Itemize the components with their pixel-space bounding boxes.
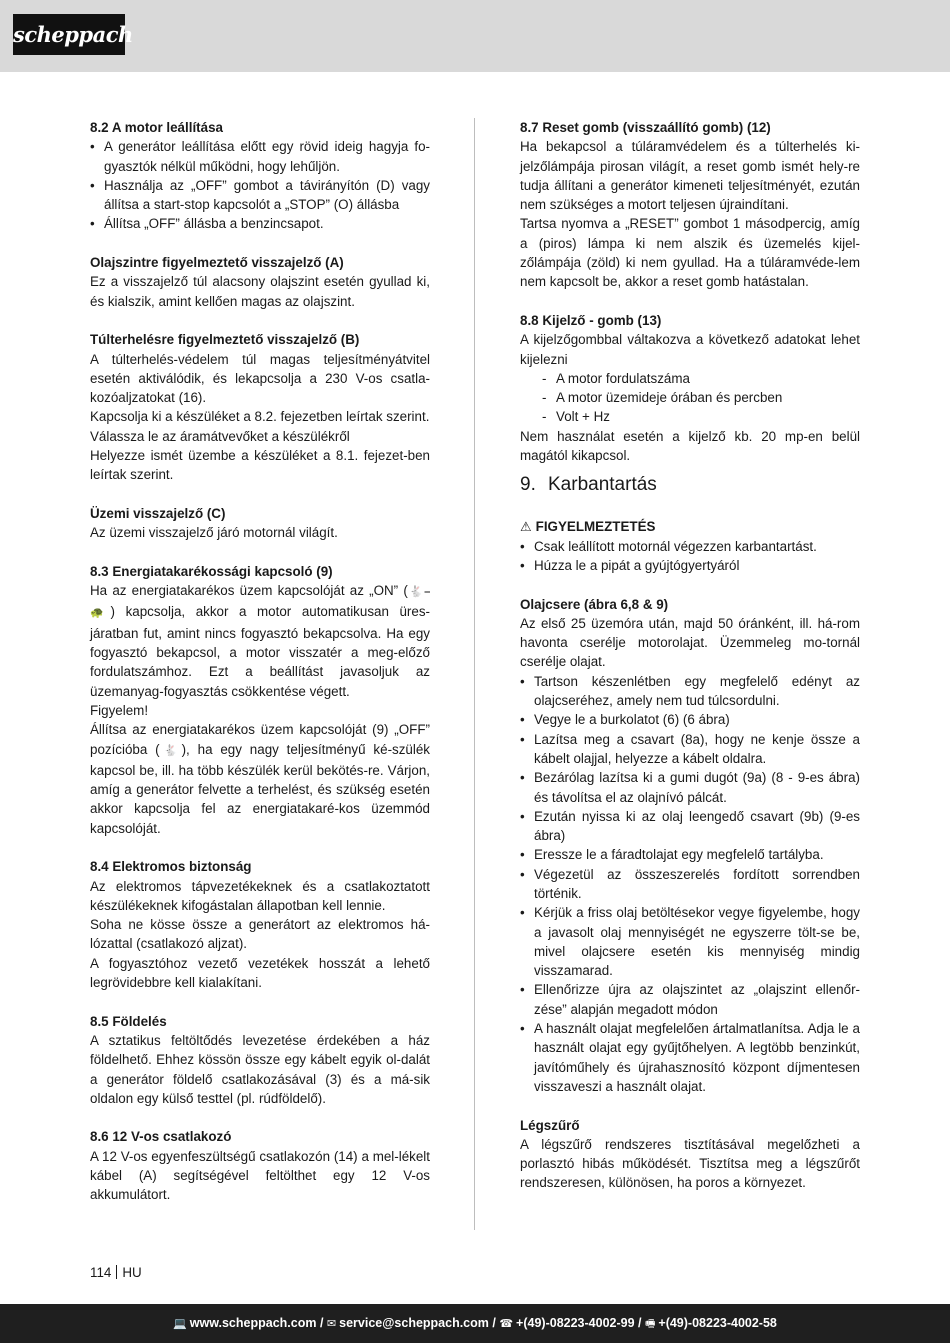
list-item: • Használja az „OFF” gombot a távirányítón (D) vagy állítsa a start-stop kapcsolót a „STOP” (O) állásba	[90, 176, 430, 215]
list-item: • Kérjük a friss olaj betöltésekor vegye figyelembe, hogy a javasolt olaj mennyiségét ne egyszerre tölt-se be, mivel olajcsere esetén kis mennyiség mindig visszamarad.	[520, 903, 860, 980]
left-column	[90, 118, 430, 1205]
right-column	[520, 118, 860, 1193]
paragraph: Az üzemi visszajelző járó motornál világít.	[90, 525, 338, 541]
page-number	[90, 1265, 142, 1281]
page-language: HU	[122, 1265, 142, 1280]
list-item: • Vegye le a burkolatot (6) (6 ábra)	[520, 710, 860, 729]
list-item: - Volt + Hz	[542, 407, 860, 426]
eco-mode-on-icon: 🐇⎯🐢	[90, 586, 430, 620]
bullet-list	[520, 672, 860, 1097]
section-heading: 8.7 Reset gomb (visszaállító gomb) (12)	[520, 120, 771, 135]
list-item: • A használt olajat megfelelően ártalmatlanítsa. Adja le a használt olajat egy gyűjtőhelyen. A legtöbb benzinkút, javítóműhely és újrahasznosító központ díjmentesen visszaveszi a használt olajat.	[520, 1019, 860, 1096]
footer-email[interactable]: service@scheppach.com	[339, 1316, 489, 1330]
paragraph: Válassza le az áramátvevőket a készülékről	[90, 428, 350, 444]
paragraph: A sztatikus feltöltődés levezetése érdekében a ház földelhető. Ehhez kössön össze egy kábelt egyik ol-dalát a generátor földelő csatlakozásával (3) és a má-sik oldalon egy külső testtel (pl. rúdföldelő).	[90, 1032, 430, 1106]
footer-fax: +(49)-08223-4002-58	[658, 1316, 777, 1330]
chapter-heading	[520, 473, 860, 497]
paragraph: Kapcsolja ki a készüléket a 8.2. fejezetben leírtak szerint.	[90, 409, 430, 425]
footer-separator: /	[638, 1316, 642, 1330]
paragraph: Ha bekapcsol a túláramvédelem és a túlterhelés ki-jelzőlámpája pirosan világít, a reset gomb ismét hely-re tudja állítani a generátor kimeneti teljesítményét, ezután nem szükséges a motort teljesen újraindítani.	[520, 139, 860, 213]
page-footer	[0, 1304, 950, 1343]
list-item: • Ezután nyissa ki az olaj leengedő csavart (9b) (9-es ábra)	[520, 807, 860, 846]
page-header	[0, 0, 950, 72]
section-heading: 8.2 A motor leállítása	[90, 120, 223, 135]
list-item: • Bezárólag lazítsa ki a gumi dugót (9a) (8 - 9-es ábra) és távolítsa el az olajnívó pálcát.	[520, 768, 860, 807]
paragraph: A fogyasztóhoz vezető vezetékek hosszát a lehető legrövidebbre kell kialakítani.	[90, 955, 430, 991]
section-heading: Üzemi visszajelző (C)	[90, 505, 226, 521]
chapter-number: 9.	[520, 474, 536, 496]
paragraph: Ez a visszajelző túl alacsony olajszint esetén gyullad ki, és kialszik, amint kellően magas az olajszint.	[90, 274, 430, 309]
chapter-title: Karbantartás	[548, 474, 657, 496]
text-run: Állítsa az energiatakarékos üzem kapcsolóját (9) „OFF” pozícióba (	[90, 722, 430, 757]
section-heading: Túlterhelésre figyelmeztető visszajelző (B)	[90, 332, 360, 348]
mail-icon: ✉	[326, 1318, 337, 1330]
paragraph: Tartsa nyomva a „RESET” gombot 1 másodpercig, amíg a (piros) lámpa ki nem alszik és üzemelés kijel-zőlámpája (zöld) ki nem gyullad. Ha a túláramvéde-lem nem kapcsolt be, akkor a reset gomb hatástalan.	[520, 216, 860, 290]
list-item: • Lazítsa meg a csavart (8a), hogy ne kenje össze a kábelt olajjal, helyezze a kábelt oldalra.	[520, 730, 860, 769]
fax-icon: 🖷	[645, 1318, 656, 1330]
list-item: • A generátor leállítása előtt egy rövid ideig hagyja fo-gyasztók nélkül működni, hogy lehűljön.	[90, 137, 430, 176]
list-item: • Csak leállított motornál végezzen karbantartást.	[520, 537, 860, 556]
section-heading: 8.3 Energiatakarékossági kapcsoló (9)	[90, 563, 333, 579]
phone-icon: ☎	[499, 1318, 514, 1330]
bullet-list	[90, 137, 430, 233]
section-heading: Olajcsere (ábra 6,8 & 9)	[520, 596, 669, 612]
paragraph	[90, 720, 430, 838]
warning-title: FIGYELMEZTETÉS	[535, 519, 656, 535]
footer-website[interactable]: www.scheppach.com	[189, 1316, 317, 1330]
text-run: ), ha egy nagy teljesítményű ké-szülék kapcsol be, ill. ha több készülék kerül bekötés-re. Várjon, amíg a generátor felvette a terhelést, és szükség esetén akkor kapcsolja fel az energiatakaré-kos üzemmód kapcsolóját.	[90, 741, 430, 836]
page-number-separator	[116, 1265, 117, 1279]
section-heading: 8.4 Elektromos biztonság	[90, 859, 252, 875]
list-item: - A motor fordulatszáma	[542, 369, 860, 388]
list-item: • Végezetül az összeszerelés fordított sorrendben történik.	[520, 865, 860, 904]
paragraph	[90, 581, 430, 701]
bullet-list	[520, 537, 860, 576]
paragraph: Az első 25 üzemóra után, majd 50 óránként, ill. há-rom havonta cserélje motorolajat. Üzemmeleg mo-tornál cserélje olajat.	[520, 615, 860, 670]
footer-separator: /	[492, 1316, 496, 1330]
column-divider	[474, 118, 475, 1230]
paragraph: Soha ne kösse össze a generátort az elektromos há-lózattal (csatlakozó aljzat).	[90, 917, 430, 952]
dash-list	[520, 369, 860, 427]
paragraph: A 12 V-os egyenfeszültségű csatlakozón (14) a mel-lékelt kábel (A) segítségével feltölthet egy 12 V-os akkumulátort.	[90, 1148, 430, 1203]
footer-separator: /	[319, 1316, 324, 1330]
paragraph: A légszűrő rendszeres tisztításával megelőzheti a porlasztó hibás működését. Tisztítsa meg a légszűrőt rendszeresen, különösen, ha poros a környezet.	[520, 1136, 860, 1191]
scheppach-logo: scheppach	[13, 14, 125, 55]
text-run: Ha az energiatakarékos üzem kapcsolóját az „ON” (	[90, 583, 408, 599]
section-heading: 8.5 Földelés	[90, 1013, 167, 1029]
paragraph: Az elektromos tápvezetékeknek és a csatlakoztatott készülékeknek kifogástalan állapotban kell lennie.	[90, 878, 430, 913]
section-heading: Légszűrő	[520, 1117, 580, 1133]
warning-heading	[520, 517, 860, 536]
paragraph: Figyelem!	[90, 702, 149, 718]
page-number-value: 114	[90, 1265, 112, 1280]
paragraph: A kijelzőgombbal váltakozva a következő adatokat lehet kijelezni	[520, 332, 860, 367]
section-heading: Olajszintre figyelmeztető visszajelző (A)	[90, 255, 344, 271]
list-item: • Eressze le a fáradtolajat egy megfelelő tartályba.	[520, 845, 860, 864]
paragraph: A túlterhelés-védelem túl magas teljesítményátvitel esetén aktiválódik, és lekapcsolja a 230 V-os csatla-kozóaljzatokat (16).	[90, 351, 430, 406]
list-item: • Húzza le a pipát a gyújtógyertyáról	[520, 556, 860, 575]
list-item: • Tartson készenlétben egy megfelelő edényt az olajcseréhez, amely nem tud túlcsordulni.	[520, 672, 860, 711]
list-item: • Állítsa „OFF” állásba a benzincsapot.	[90, 214, 430, 233]
computer-icon: 💻	[173, 1318, 187, 1330]
paragraph: Nem használat esetén a kijelző kb. 20 mp-en belül magától kikapcsol.	[520, 428, 860, 464]
list-item: • Ellenőrizze újra az olajszintet az „olajszint ellenőr-zése” alapján megadott módon	[520, 980, 860, 1019]
eco-mode-off-icon: 🐇	[159, 744, 182, 757]
text-run: ) kapcsolja, akkor a motor automatikusan üres-járatban fut, amint nincs fogyasztó bekapcsolva. Ha egy fogyasztó bekapcsol, a motor visszatér a meg-előző fordulatszámhoz. Ezt a beállítást javasoljuk az üzemanyag-fogyasztás csökkentése végett.	[90, 604, 430, 699]
list-item: - A motor üzemideje órában és percben	[542, 388, 860, 407]
warning-triangle-icon: ⚠	[520, 519, 532, 535]
section-heading: 8.6 12 V-os csatlakozó	[90, 1129, 232, 1145]
paragraph: Helyezze ismét üzembe a készüléket a 8.1. fejezet-ben leírtak szerint.	[90, 448, 430, 483]
footer-phone: +(49)-08223-4002-99	[516, 1316, 635, 1330]
section-heading: 8.8 Kijelző - gomb (13)	[520, 312, 662, 328]
